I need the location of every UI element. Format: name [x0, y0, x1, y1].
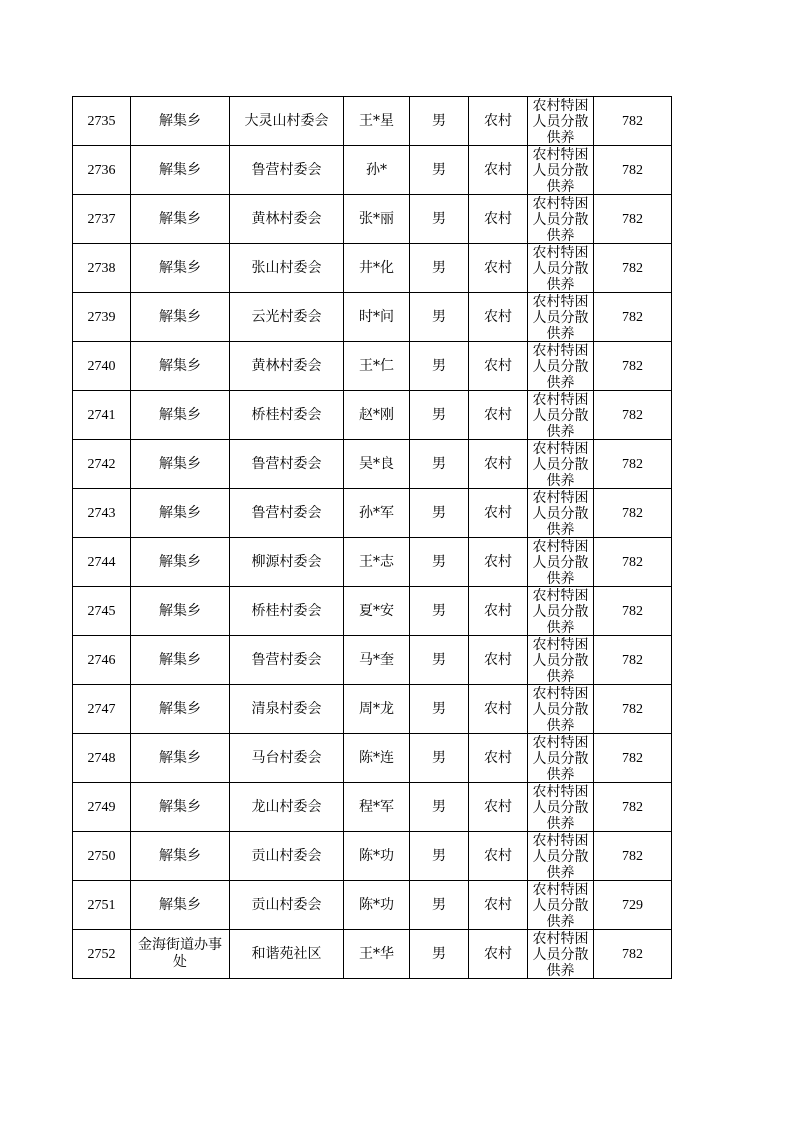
- cell-support-type: [528, 244, 594, 293]
- table-row: [73, 97, 672, 146]
- town-text: 解集乡: [159, 210, 201, 227]
- support-type-text: 农村特困人员分散供养: [532, 392, 589, 439]
- cell-area: 农村: [469, 146, 528, 195]
- cell-village: 马台村委会: [230, 734, 344, 783]
- table-row: [73, 342, 672, 391]
- table-row: [73, 538, 672, 587]
- cell-town: [131, 440, 230, 489]
- cell-support-type: [528, 489, 594, 538]
- cell-village: 贡山村委会: [230, 881, 344, 930]
- cell-gender: 男: [410, 440, 469, 489]
- table-row: [73, 734, 672, 783]
- cell-name: 孙*军: [344, 489, 410, 538]
- cell-area: 农村: [469, 293, 528, 342]
- cell-village: 鲁营村委会: [230, 440, 344, 489]
- cell-gender: 男: [410, 195, 469, 244]
- table-row: [73, 391, 672, 440]
- support-type-text: 农村特困人员分散供养: [532, 343, 589, 390]
- town-text: 解集乡: [159, 749, 201, 766]
- cell-support-type: [528, 636, 594, 685]
- table-row: [73, 636, 672, 685]
- cell-amount: 782: [594, 734, 672, 783]
- cell-town: [131, 587, 230, 636]
- cell-id: 2742: [73, 440, 131, 489]
- cell-amount: 782: [594, 930, 672, 979]
- cell-amount: 782: [594, 342, 672, 391]
- town-text: 解集乡: [159, 651, 201, 668]
- cell-amount: 782: [594, 440, 672, 489]
- town-text: 解集乡: [159, 700, 201, 717]
- town-text: 解集乡: [159, 847, 201, 864]
- table-row: [73, 685, 672, 734]
- cell-id: 2750: [73, 832, 131, 881]
- cell-gender: 男: [410, 538, 469, 587]
- cell-support-type: [528, 293, 594, 342]
- cell-id: 2737: [73, 195, 131, 244]
- cell-village: 云光村委会: [230, 293, 344, 342]
- cell-gender: 男: [410, 783, 469, 832]
- cell-village: 和谐苑社区: [230, 930, 344, 979]
- cell-support-type: [528, 783, 594, 832]
- cell-area: 农村: [469, 587, 528, 636]
- town-text: 金海街道办事处: [138, 937, 222, 970]
- cell-gender: 男: [410, 685, 469, 734]
- support-type-text: 农村特困人员分散供养: [532, 245, 589, 292]
- cell-support-type: [528, 930, 594, 979]
- cell-name: 王*星: [344, 97, 410, 146]
- cell-support-type: [528, 342, 594, 391]
- cell-gender: 男: [410, 734, 469, 783]
- support-type-text: 农村特困人员分散供养: [532, 98, 589, 145]
- cell-gender: 男: [410, 342, 469, 391]
- town-text: 解集乡: [159, 259, 201, 276]
- cell-support-type: [528, 440, 594, 489]
- cell-gender: 男: [410, 832, 469, 881]
- support-type-text: 农村特困人员分散供养: [532, 588, 589, 635]
- cell-village: 黄林村委会: [230, 195, 344, 244]
- cell-gender: 男: [410, 97, 469, 146]
- cell-area: 农村: [469, 538, 528, 587]
- cell-village: 清泉村委会: [230, 685, 344, 734]
- cell-support-type: [528, 734, 594, 783]
- cell-gender: 男: [410, 636, 469, 685]
- town-text: 解集乡: [159, 798, 201, 815]
- cell-id: 2740: [73, 342, 131, 391]
- cell-town: [131, 930, 230, 979]
- cell-name: 时*问: [344, 293, 410, 342]
- cell-town: [131, 538, 230, 587]
- cell-village: 黄林村委会: [230, 342, 344, 391]
- table-row: [73, 587, 672, 636]
- cell-village: 鲁营村委会: [230, 489, 344, 538]
- cell-gender: 男: [410, 881, 469, 930]
- table-row: [73, 832, 672, 881]
- cell-name: 程*军: [344, 783, 410, 832]
- table-row: [73, 783, 672, 832]
- town-text: 解集乡: [159, 308, 201, 325]
- cell-town: [131, 685, 230, 734]
- cell-amount: 782: [594, 587, 672, 636]
- cell-gender: 男: [410, 244, 469, 293]
- cell-id: 2739: [73, 293, 131, 342]
- support-type-text: 农村特困人员分散供养: [532, 735, 589, 782]
- cell-area: 农村: [469, 636, 528, 685]
- cell-village: 柳源村委会: [230, 538, 344, 587]
- cell-amount: 782: [594, 391, 672, 440]
- cell-town: [131, 195, 230, 244]
- cell-gender: 男: [410, 146, 469, 195]
- cell-town: [131, 832, 230, 881]
- recipient-table: [72, 96, 672, 979]
- cell-name: 王*仁: [344, 342, 410, 391]
- cell-area: 农村: [469, 881, 528, 930]
- table-row: [73, 195, 672, 244]
- cell-amount: 782: [594, 489, 672, 538]
- town-text: 解集乡: [159, 112, 201, 129]
- cell-amount: 782: [594, 783, 672, 832]
- cell-area: 农村: [469, 783, 528, 832]
- cell-town: [131, 391, 230, 440]
- cell-id: 2749: [73, 783, 131, 832]
- cell-id: 2738: [73, 244, 131, 293]
- cell-village: 贡山村委会: [230, 832, 344, 881]
- cell-name: 陈*连: [344, 734, 410, 783]
- cell-gender: 男: [410, 587, 469, 636]
- cell-support-type: [528, 881, 594, 930]
- cell-gender: 男: [410, 293, 469, 342]
- support-type-text: 农村特困人员分散供养: [532, 882, 589, 929]
- cell-support-type: [528, 685, 594, 734]
- cell-support-type: [528, 538, 594, 587]
- cell-id: 2743: [73, 489, 131, 538]
- cell-name: 赵*刚: [344, 391, 410, 440]
- support-type-text: 农村特困人员分散供养: [532, 196, 589, 243]
- cell-area: 农村: [469, 734, 528, 783]
- cell-village: 大灵山村委会: [230, 97, 344, 146]
- town-text: 解集乡: [159, 455, 201, 472]
- town-text: 解集乡: [159, 357, 201, 374]
- cell-area: 农村: [469, 391, 528, 440]
- cell-amount: 782: [594, 636, 672, 685]
- cell-town: [131, 783, 230, 832]
- cell-name: 夏*安: [344, 587, 410, 636]
- cell-name: 井*化: [344, 244, 410, 293]
- town-text: 解集乡: [159, 504, 201, 521]
- cell-name: 张*丽: [344, 195, 410, 244]
- cell-id: 2748: [73, 734, 131, 783]
- cell-id: 2745: [73, 587, 131, 636]
- cell-gender: 男: [410, 391, 469, 440]
- cell-name: 孙*: [344, 146, 410, 195]
- town-text: 解集乡: [159, 406, 201, 423]
- cell-area: 农村: [469, 832, 528, 881]
- cell-id: 2741: [73, 391, 131, 440]
- cell-village: 张山村委会: [230, 244, 344, 293]
- cell-name: 王*华: [344, 930, 410, 979]
- cell-town: [131, 244, 230, 293]
- cell-id: 2735: [73, 97, 131, 146]
- cell-area: 农村: [469, 489, 528, 538]
- cell-town: [131, 489, 230, 538]
- support-type-text: 农村特困人员分散供养: [532, 686, 589, 733]
- support-type-text: 农村特困人员分散供养: [532, 147, 589, 194]
- table-row: [73, 244, 672, 293]
- cell-name: 吴*良: [344, 440, 410, 489]
- cell-area: 农村: [469, 244, 528, 293]
- cell-name: 陈*功: [344, 832, 410, 881]
- cell-id: 2751: [73, 881, 131, 930]
- support-type-text: 农村特困人员分散供养: [532, 931, 589, 978]
- table-row: [73, 293, 672, 342]
- cell-village: 桥桂村委会: [230, 391, 344, 440]
- cell-name: 周*龙: [344, 685, 410, 734]
- cell-area: 农村: [469, 195, 528, 244]
- table-row: [73, 440, 672, 489]
- support-type-text: 农村特困人员分散供养: [532, 294, 589, 341]
- table-body: [73, 97, 672, 979]
- town-text: 解集乡: [159, 553, 201, 570]
- cell-area: 农村: [469, 342, 528, 391]
- cell-village: 鲁营村委会: [230, 636, 344, 685]
- town-text: 解集乡: [159, 161, 201, 178]
- support-type-text: 农村特困人员分散供养: [532, 833, 589, 880]
- support-type-text: 农村特困人员分散供养: [532, 539, 589, 586]
- cell-support-type: [528, 832, 594, 881]
- cell-id: 2736: [73, 146, 131, 195]
- cell-amount: 782: [594, 685, 672, 734]
- cell-area: 农村: [469, 685, 528, 734]
- cell-amount: 782: [594, 195, 672, 244]
- cell-amount: 782: [594, 293, 672, 342]
- cell-area: 农村: [469, 930, 528, 979]
- cell-gender: 男: [410, 489, 469, 538]
- cell-amount: 782: [594, 97, 672, 146]
- cell-village: 鲁营村委会: [230, 146, 344, 195]
- cell-id: 2746: [73, 636, 131, 685]
- cell-town: [131, 636, 230, 685]
- cell-village: 桥桂村委会: [230, 587, 344, 636]
- cell-id: 2752: [73, 930, 131, 979]
- table-row: [73, 489, 672, 538]
- support-type-text: 农村特困人员分散供养: [532, 784, 589, 831]
- cell-name: 陈*功: [344, 881, 410, 930]
- cell-gender: 男: [410, 930, 469, 979]
- cell-amount: 782: [594, 146, 672, 195]
- cell-town: [131, 97, 230, 146]
- cell-support-type: [528, 587, 594, 636]
- table-row: [73, 930, 672, 979]
- cell-id: 2744: [73, 538, 131, 587]
- cell-amount: 782: [594, 538, 672, 587]
- cell-amount: 729: [594, 881, 672, 930]
- cell-support-type: [528, 146, 594, 195]
- town-text: 解集乡: [159, 602, 201, 619]
- support-type-text: 农村特困人员分散供养: [532, 490, 589, 537]
- support-type-text: 农村特困人员分散供养: [532, 637, 589, 684]
- cell-support-type: [528, 97, 594, 146]
- cell-support-type: [528, 195, 594, 244]
- cell-amount: 782: [594, 244, 672, 293]
- cell-town: [131, 881, 230, 930]
- support-type-text: 农村特困人员分散供养: [532, 441, 589, 488]
- cell-town: [131, 293, 230, 342]
- cell-support-type: [528, 391, 594, 440]
- cell-id: 2747: [73, 685, 131, 734]
- cell-name: 王*志: [344, 538, 410, 587]
- cell-area: 农村: [469, 440, 528, 489]
- cell-area: 农村: [469, 97, 528, 146]
- table-row: [73, 146, 672, 195]
- cell-town: [131, 734, 230, 783]
- cell-town: [131, 146, 230, 195]
- cell-village: 龙山村委会: [230, 783, 344, 832]
- table-row: [73, 881, 672, 930]
- cell-amount: 782: [594, 832, 672, 881]
- town-text: 解集乡: [159, 896, 201, 913]
- cell-town: [131, 342, 230, 391]
- cell-name: 马*奎: [344, 636, 410, 685]
